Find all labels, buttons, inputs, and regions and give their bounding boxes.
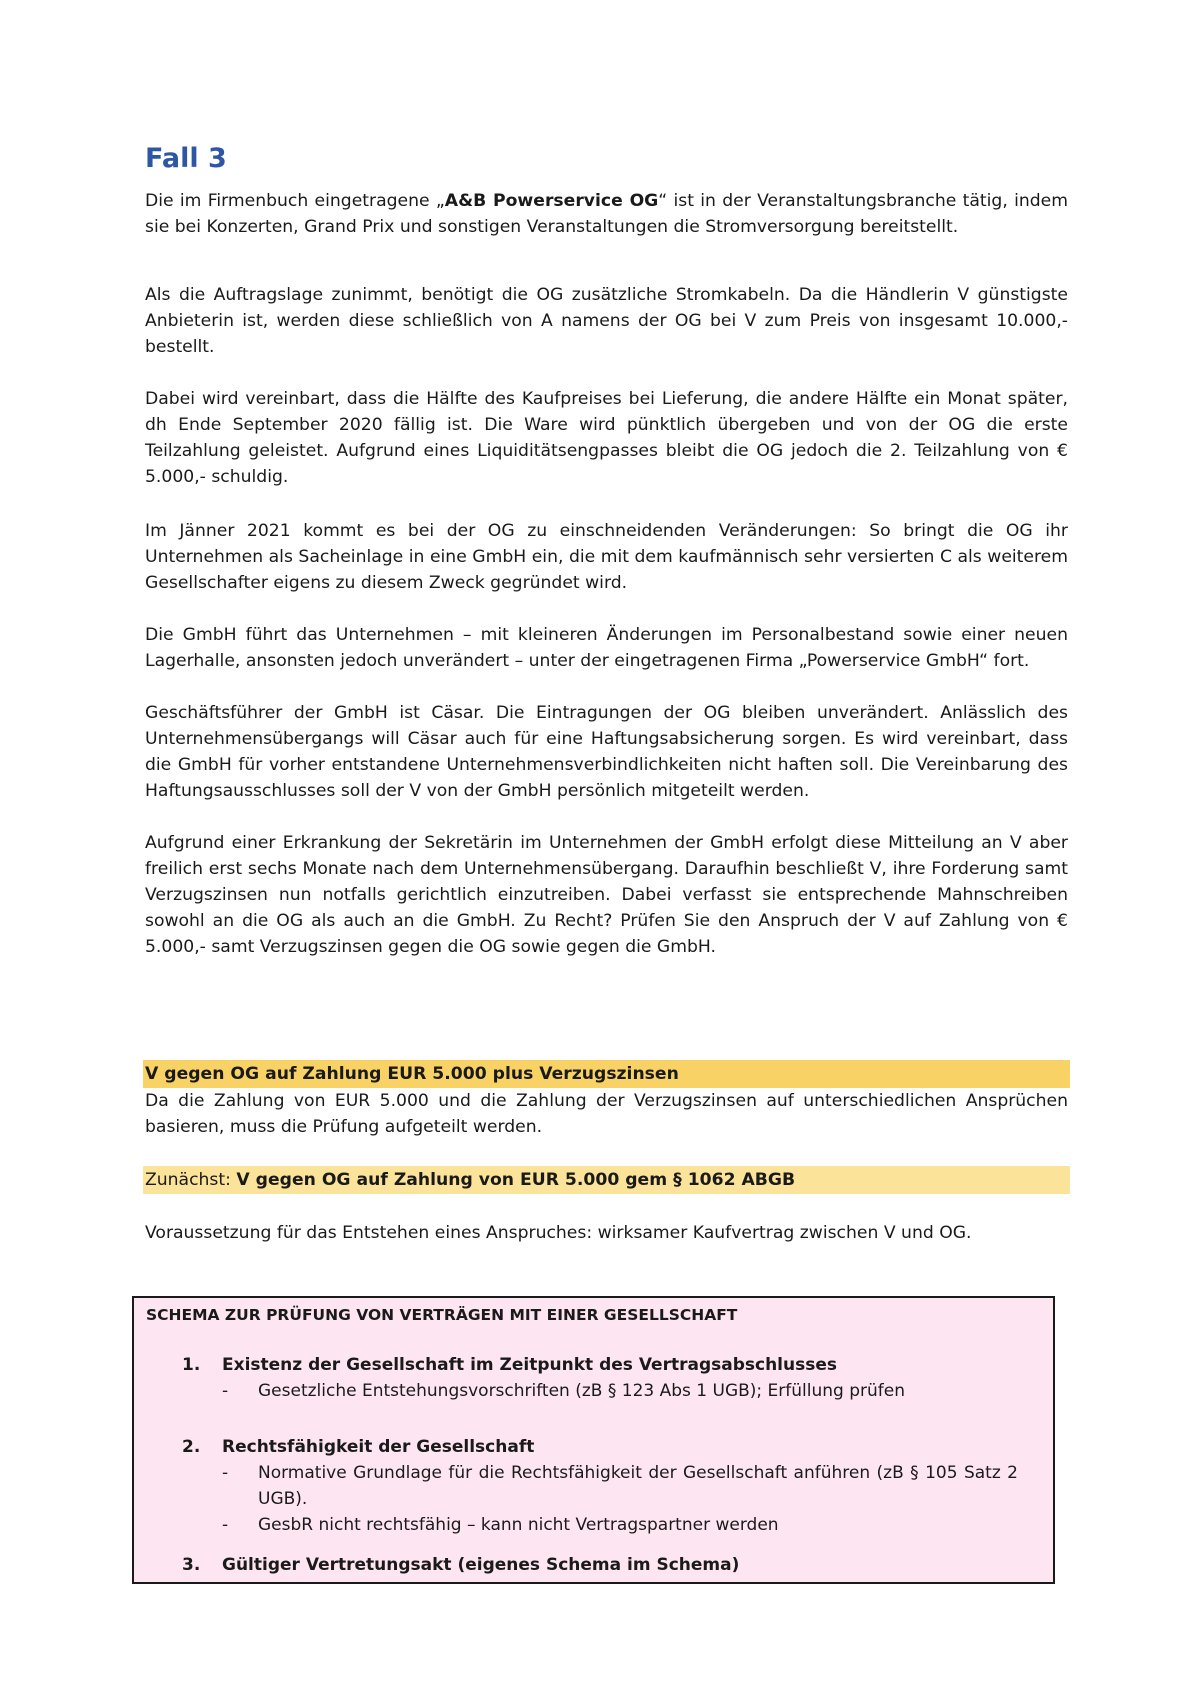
paragraph-claim: Aufgrund einer Erkrankung der Sekretärin im Unternehmen der GmbH erfolgt diese Mitteilung an V aber freilich erst sechs Monate nach dem Unternehmensübergang. Daraufhin beschließt V, ihre Forderung samt Verzugszinsen nun notfalls gerichtlich einzutreiben. Dabei verfasst sie entsprechende Mahnschreiben sowohl an die OG als auch an die GmbH. Zu Recht? Prüfen Sie den Anspruch der V auf Zahlung von € 5.000,- samt Verzugszinsen gegen die OG sowie gegen die GmbH. [145,833,1068,957]
schema-item-number: 2. [182,1437,201,1457]
paragraph-split: Da die Zahlung von EUR 5.000 und die Zahlung der Verzugszinsen auf unterschiedlichen Ansprüchen basieren, muss die Prüfung aufgeteilt werden. [145,1091,1068,1137]
schema-box: SCHEMA ZUR PRÜFUNG VON VERTRÄGEN MIT EINER GESELLSCHAFT 1. Existenz der Gesellschaft im Zeitpunkt des Vertragsabschlusses - Gesetzliche Entstehungsvorschriften (zB § 123 Abs 1 UGB); Erfüllung prüfen 2. Rechtsfähigkeit der Gesellschaft - Normative Grundlage für die Rechtsfähigkeit der Gesellschaft anführen (zB § 105 Satz 2 UGB). - GesbR nicht rechtsfähig – kann nicht Vertragspartner werden 3. Gültiger Vertretungsakt (eigenes Schema im Schema) [132,1296,1055,1584]
section-heading-claim: V gegen OG auf Zahlung EUR 5.000 plus Verzugszinsen [143,1060,1070,1088]
paragraph-order: Als die Auftragslage zunimmt, benötigt die OG zusätzliche Stromkabeln. Da die Händlerin V günstigste Anbieterin ist, werden diese schließlich von A namens der OG bei V zum Preis von insgesamt 10.000,- bestellt. [145,285,1068,357]
schema-title: SCHEMA ZUR PRÜFUNG VON VERTRÄGEN MIT EINER GESELLSCHAFT [146,1306,738,1324]
paragraph-contribution: Im Jänner 2021 kommt es bei der OG zu einschneidenden Veränderungen: So bringt die OG ihr Unternehmen als Sacheinlage in eine GmbH ein, die mit dem kaufmännisch sehr versierten C als weiterem Gesellschafter eigens zu diesem Zweck gegründet wird. [145,521,1068,593]
schema-item-heading: Existenz der Gesellschaft im Zeitpunkt des Vertragsabschlusses [222,1355,837,1375]
dash-bullet: - [222,1515,229,1535]
paragraph-requirement: Voraussetzung für das Entstehen eines Anspruches: wirksamer Kaufvertrag zwischen V und OG. [145,1223,972,1243]
company-name: A&B Powerservice OG [444,191,659,211]
paragraph-managing-director: Geschäftsführer der GmbH ist Cäsar. Die Eintragungen der OG bleiben unverändert. Anlässlich des Unternehmensübergangs will Cäsar auch für eine Haftungsabsicherung sorgen. Es wird vereinbart, dass die GmbH für vorher entstandene Unternehmensverbindlichkeiten nicht haften soll. Die Vereinbarung des Haftungsausschlusses soll der V von der GmbH persönlich mitgeteilt werden. [145,703,1068,801]
schema-item-number: 1. [182,1355,201,1375]
section-heading-first: Zunächst: V gegen OG auf Zahlung von EUR 5.000 gem § 1062 ABGB [143,1166,1070,1194]
paragraph-payment: Dabei wird vereinbart, dass die Hälfte des Kaufpreises bei Lieferung, die andere Hälfte ein Monat später, dh Ende September 2020 fällig ist. Die Ware wird pünktlich übergeben und von der OG die erste Teilzahlung geleistet. Aufgrund eines Liquiditätsengpasses bleibt die OG jedoch die 2. Teilzahlung von € 5.000,- schuldig. [145,389,1068,487]
case-title: Fall 3 [145,143,227,174]
dash-bullet: - [222,1463,229,1483]
paragraph-continuation: Die GmbH führt das Unternehmen – mit kleineren Änderungen im Personalbestand sowie einer neuen Lagerhalle, ansonsten jedoch unverändert – unter der eingetragenen Firma „Powerservice GmbH“ fort. [145,625,1068,671]
dash-bullet: - [222,1381,229,1401]
paragraph-intro: Die im Firmenbuch eingetragene „A&B Powerservice OG“ ist in der Veranstaltungsbranche tätig, indem sie bei Konzerten, Grand Prix und sonstigen Veranstaltungen die Stromversorgung bereitstellt. [145,191,1068,237]
schema-item-heading: Rechtsfähigkeit der Gesellschaft [222,1437,535,1457]
schema-item-heading: Gültiger Vertretungsakt (eigenes Schema im Schema) [222,1555,740,1575]
schema-item-number: 3. [182,1555,201,1575]
